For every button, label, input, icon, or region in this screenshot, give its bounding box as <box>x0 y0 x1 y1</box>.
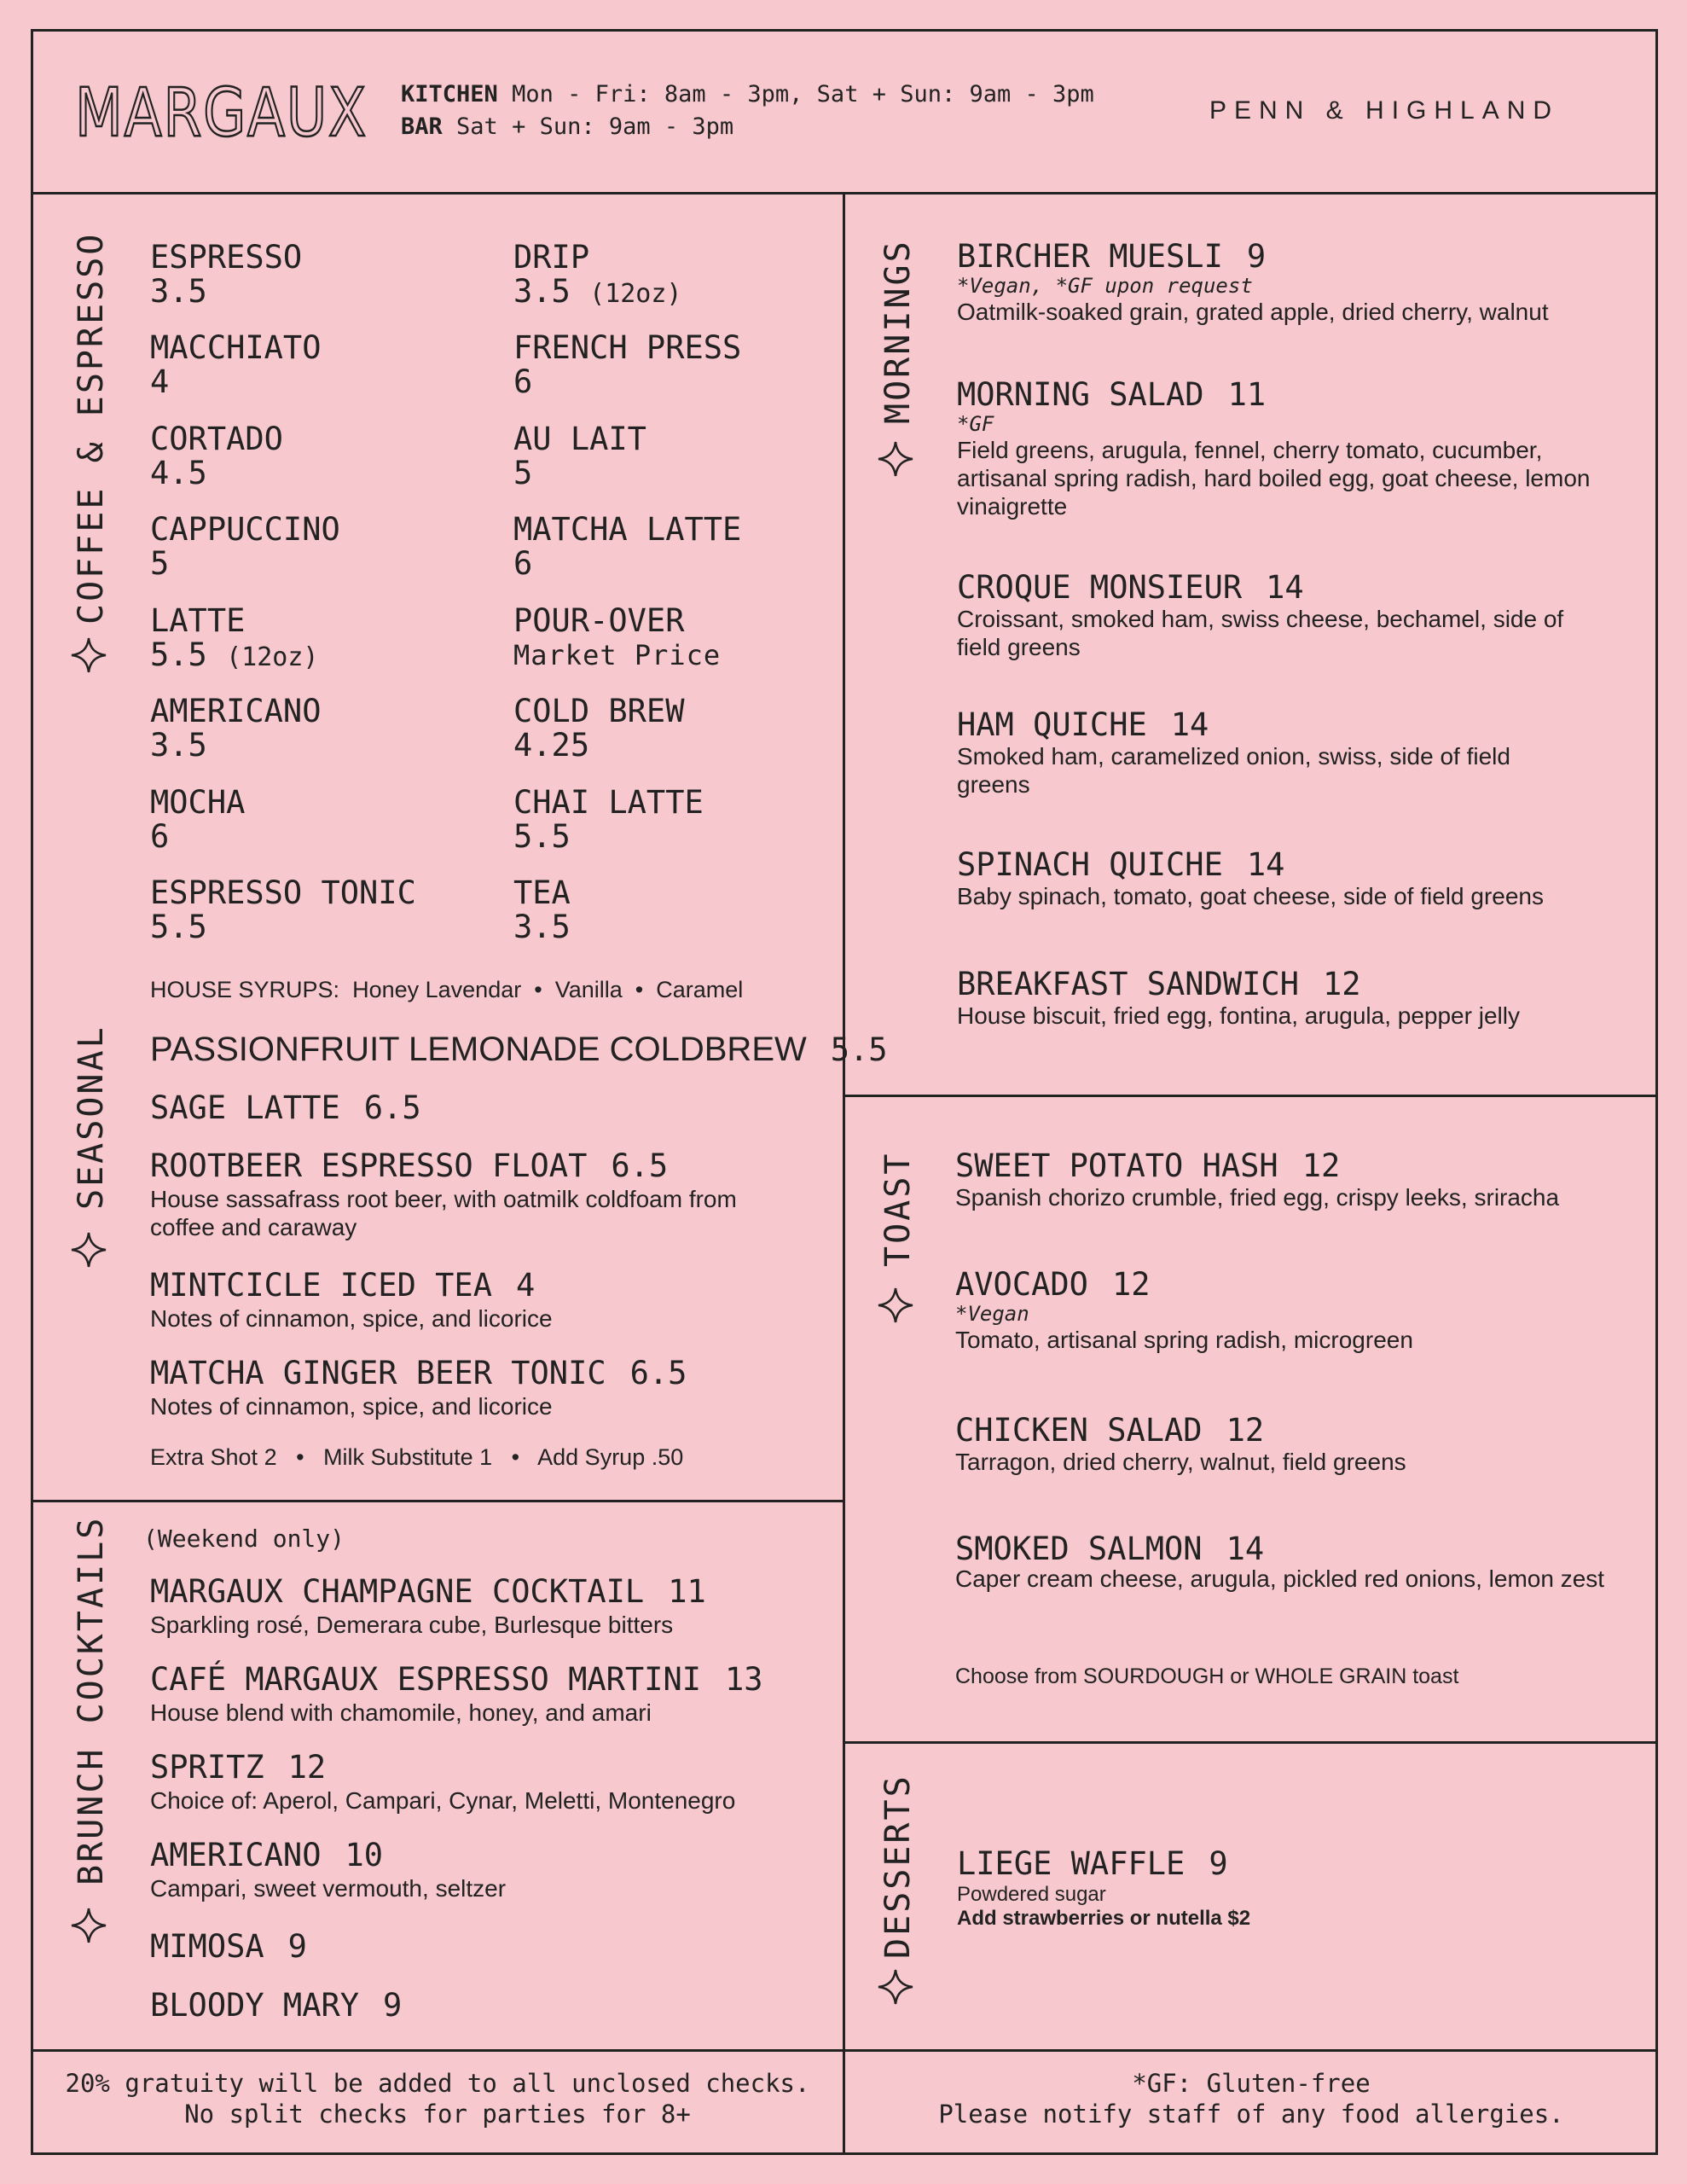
section-title-cocktails: BRUNCH COCKTAILS <box>72 1515 111 1885</box>
seasonal-extras: Extra Shot 2 • Milk Substitute 1 • Add Syrup .50 <box>150 1444 684 1470</box>
toast-divider <box>843 1095 1658 1097</box>
toast-item: CHICKEN SALAD 12 Tarragon, dried cherry, walnut, field greens <box>955 1412 1406 1475</box>
location: PENN & HIGHLAND <box>1209 96 1560 125</box>
coffee-item: COLD BREW 4.25 <box>513 693 685 764</box>
sparkle-icon <box>877 1287 914 1324</box>
logo: MARGAUX <box>75 75 368 152</box>
sparkle-icon <box>877 1968 914 2006</box>
sparkle-icon <box>877 440 914 478</box>
mornings-item: MORNING SALAD 11 *GF Field greens, arugula, fennel, cherry tomato, cucumber, artisanal spring radish, hard boiled egg, goat cheese, lemon vinaigrette <box>957 376 1591 520</box>
mornings-item: BIRCHER MUESLI 9 *Vegan, *GF upon request Oatmilk-soaked grain, grated apple, dried cherry, walnut <box>957 238 1549 325</box>
mornings-item: SPINACH QUICHE 14 Baby spinach, tomato, goat cheese, side of field greens <box>957 846 1544 909</box>
bar-hours: Sat + Sun: 9am - 3pm <box>456 113 734 140</box>
mornings-item: BREAKFAST SANDWICH 12 House biscuit, fried egg, fontina, arugula, pepper jelly <box>957 966 1520 1029</box>
coffee-item: DRIP 3.5 (12oz) <box>513 239 682 310</box>
seasonal-item: MATCHA GINGER BEER TONIC 6.5 Notes of cinnamon, spice, and licorice <box>150 1355 687 1420</box>
dessert-item: LIEGE WAFFLE 9 Powdered sugar Add strawberries or nutella $2 <box>957 1845 1251 1930</box>
cocktail-item: SPRITZ 12 Choice of: Aperol, Campari, Cynar, Meletti, Montenegro <box>150 1749 736 1814</box>
cocktails-subtitle: (Weekend only) <box>143 1525 345 1553</box>
footer-left: 20% gratuity will be added to all unclosed checks. No split checks for parties for 8+ <box>65 2069 810 2129</box>
kitchen-label: KITCHEN <box>401 81 498 107</box>
section-title-coffee: COFFEE & ESPRESSO <box>72 231 111 624</box>
sparkle-icon <box>70 1231 107 1269</box>
coffee-item: POUR-OVER Market Price <box>513 602 722 671</box>
seasonal-item: ROOTBEER ESPRESSO FLOAT 6.5 House sassafrass root beer, with oatmilk coldfoam from coffee and caraway <box>150 1147 737 1240</box>
cocktail-item: AMERICANO 10 Campari, sweet vermouth, seltzer <box>150 1837 507 1902</box>
section-title-desserts: DESSERTS <box>878 1774 918 1959</box>
cocktails-divider <box>31 1500 844 1502</box>
toast-item: SMOKED SALMON 14 Caper cream cheese, arugula, pickled red onions, lemon zest <box>955 1531 1605 1592</box>
coffee-item: LATTE 5.5 (12oz) <box>150 602 319 673</box>
sparkle-icon <box>70 1907 107 1944</box>
coffee-item: MACCHIATO 4 <box>150 329 322 400</box>
section-title-toast: TOAST <box>878 1151 918 1267</box>
seasonal-item: SAGE LATTE 6.5 <box>150 1089 421 1126</box>
coffee-item: CORTADO 4.5 <box>150 421 283 491</box>
bar-label: BAR <box>401 113 443 140</box>
footer-right: *GF: Gluten-free Please notify staff of any food allergies. <box>938 2069 1564 2129</box>
toast-item: AVOCADO 12 *Vegan Tomato, artisanal spring radish, microgreen <box>955 1266 1413 1353</box>
desserts-divider <box>843 1741 1658 1744</box>
coffee-item: ESPRESSO 3.5 <box>150 239 303 310</box>
section-title-seasonal: SEASONAL <box>72 1025 111 1210</box>
footer-divider <box>31 2049 1658 2052</box>
mornings-item: CROQUE MONSIEUR 14 Croissant, smoked ham, swiss cheese, bechamel, side of field greens <box>957 569 1564 660</box>
cocktail-item: CAFÉ MARGAUX ESPRESSO MARTINI 13 House blend with chamomile, honey, and amari <box>150 1661 763 1726</box>
coffee-item: CAPPUCCINO 5 <box>150 511 340 582</box>
coffee-item: ESPRESSO TONIC 5.5 <box>150 874 416 945</box>
section-title-mornings: MORNINGS <box>878 239 918 424</box>
cocktail-item: BLOODY MARY 9 <box>150 1987 403 2024</box>
coffee-item: AU LAIT 5 <box>513 421 646 491</box>
seasonal-item: PASSIONFRUIT LEMONADE COLDBREW 5.5 <box>150 1031 888 1068</box>
cocktail-item: MARGAUX CHAMPAGNE COCKTAIL 11 Sparkling rosé, Demerara cube, Burlesque bitters <box>150 1573 706 1638</box>
house-syrups: HOUSE SYRUPS: Honey Lavendar • Vanilla • Caramel <box>150 977 744 1002</box>
coffee-item: CHAI LATTE 5.5 <box>513 784 704 855</box>
mornings-item: HAM QUICHE 14 Smoked ham, caramelized onion, swiss, side of field greens <box>957 706 1510 798</box>
cocktail-item: MIMOSA 9 <box>150 1928 307 1965</box>
kitchen-hours: Mon - Fri: 8am - 3pm, Sat + Sun: 9am - 3pm <box>512 81 1094 107</box>
coffee-item: MATCHA LATTE 6 <box>513 511 742 582</box>
seasonal-item: MINTCICLE ICED TEA 4 Notes of cinnamon, spice, and licorice <box>150 1267 553 1332</box>
toast-item: SWEET POTATO HASH 12 Spanish chorizo crumble, fried egg, crispy leeks, sriracha <box>955 1147 1560 1211</box>
sparkle-icon <box>70 636 107 674</box>
hours <box>401 78 1094 143</box>
toast-note: Choose from SOURDOUGH or WHOLE GRAIN toast <box>955 1664 1459 1688</box>
coffee-item: MOCHA 6 <box>150 784 246 855</box>
coffee-item: FRENCH PRESS 6 <box>513 329 742 400</box>
coffee-item: TEA 3.5 <box>513 874 571 945</box>
coffee-item: AMERICANO 3.5 <box>150 693 322 764</box>
